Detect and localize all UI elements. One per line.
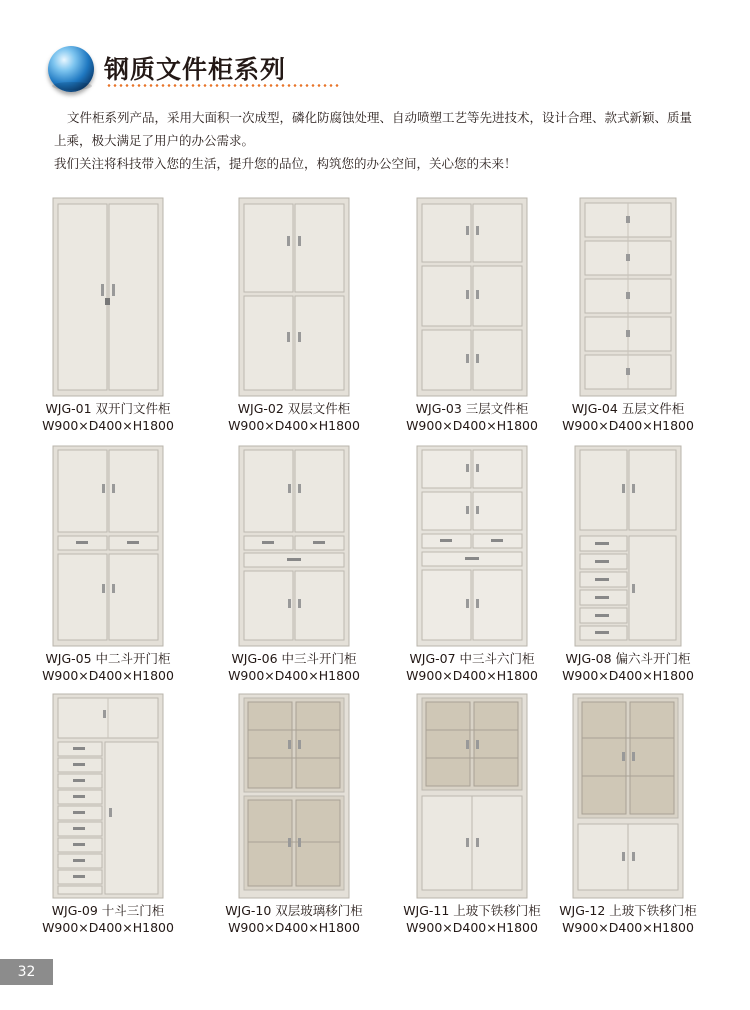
product-name: WJG-09 十斗三门柜 [51,903,165,918]
product-dims: W900×D400×H1800 [228,920,360,935]
product-name: WJG-01 双开门文件柜 [45,401,171,416]
product-name: WJG-04 五层文件柜 [571,401,685,416]
product-card[interactable] [20,196,196,434]
product-dims: W900×D400×H1800 [42,668,174,683]
page-header [48,46,348,94]
product-name: WJG-06 中三斗开门柜 [231,651,357,666]
cabinet-image-glass-iron [415,692,529,902]
intro-line-1: 文件柜系列产品，采用大面积一次成型，磷化防腐蚀处理、自动喷塑工艺等先进技术，设计合理、款式新颖、质量 [67,110,693,125]
cabinet-image-three-drawer-six-door [415,444,529,650]
product-card[interactable] [540,444,716,684]
globe-icon [48,46,94,92]
product-name: WJG-11 上玻下铁移门柜 [403,903,541,918]
product-card[interactable] [206,692,382,936]
product-name: WJG-12 上玻下铁移门柜 [559,903,697,918]
product-dims: W900×D400×H1800 [228,668,360,683]
product-dims: W900×D400×H1800 [562,668,694,683]
product-name: WJG-08 偏六斗开门柜 [565,651,691,666]
product-name: WJG-02 双层文件柜 [237,401,351,416]
cabinet-image-two-drawer [51,444,165,650]
cabinet-image-ten-drawer [51,692,165,902]
product-dims: W900×D400×H1800 [562,920,694,935]
product-card[interactable] [206,444,382,684]
product-card[interactable] [540,196,716,434]
intro-text [54,106,694,175]
product-dims: W900×D400×H1800 [42,418,174,433]
product-card[interactable] [20,444,196,684]
product-name: WJG-10 双层玻璃移门柜 [225,903,363,918]
product-dims: W900×D400×H1800 [228,418,360,433]
product-name: WJG-05 中二斗开门柜 [45,651,171,666]
cabinet-image-glass-iron-2 [571,692,685,902]
product-name: WJG-03 三层文件柜 [415,401,529,416]
product-card[interactable] [384,196,560,434]
product-card[interactable] [206,196,382,434]
page-title: 钢质文件柜系列 [104,55,287,84]
page-number: 32 [0,959,53,985]
dotted-underline [106,84,341,87]
product-name: WJG-07 中三斗六门柜 [409,651,535,666]
product-dims: W900×D400×H1800 [562,418,694,433]
product-dims: W900×D400×H1800 [406,418,538,433]
product-card[interactable] [540,692,716,936]
cabinet-image-five-tier [578,196,678,400]
product-dims: W900×D400×H1800 [406,668,538,683]
product-card[interactable] [384,692,560,936]
intro-line-2: 上乘，极大满足了用户的办公需求。 [54,133,255,148]
cabinet-image-two-tier [237,196,351,400]
product-card[interactable] [384,444,560,684]
product-dims: W900×D400×H1800 [42,920,174,935]
cabinet-image-side-six-drawer [573,444,683,650]
cabinet-image-double-door [51,196,165,400]
intro-line-3: 我们关注将科技带入您的生活，提升您的品位，构筑您的办公空间，关心您的未来！ [54,156,517,171]
product-card[interactable] [20,692,196,936]
cabinet-image-three-tier [415,196,529,400]
product-dims: W900×D400×H1800 [406,920,538,935]
cabinet-image-three-drawer [237,444,351,650]
cabinet-image-double-glass [237,692,351,902]
